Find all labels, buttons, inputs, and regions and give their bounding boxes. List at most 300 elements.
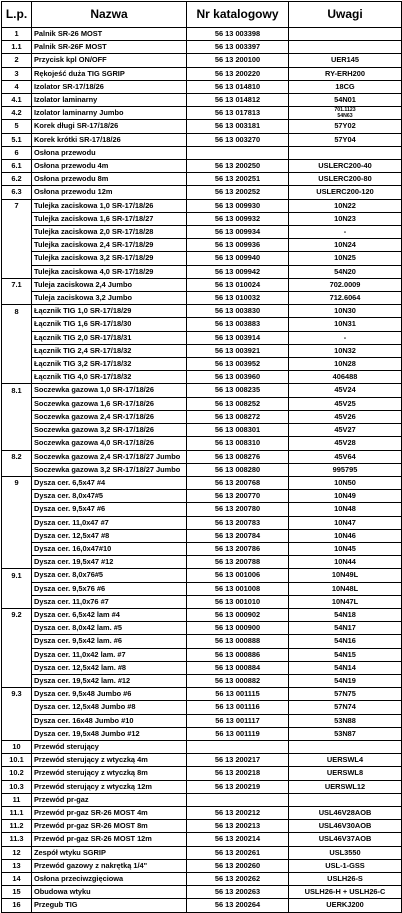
- row-notes: 10N46: [289, 529, 402, 542]
- row-notes: 10N30: [289, 305, 402, 318]
- row-notes: 57N74: [289, 701, 402, 714]
- table-row: [2, 450, 402, 463]
- row-name: Obudowa wtyku: [32, 886, 187, 899]
- row-notes: 10N31: [289, 318, 402, 331]
- header-lp: L.p.: [2, 2, 32, 28]
- row-catalog-number: 56 13 014810: [187, 80, 289, 93]
- row-name: Izolator SR-17/18/26: [32, 80, 187, 93]
- table-row: [2, 688, 402, 701]
- row-catalog-number: 56 13 014812: [187, 94, 289, 107]
- row-lp: 2: [2, 54, 32, 67]
- row-lp: 10.1: [2, 754, 32, 767]
- row-catalog-number: 56 13 200770: [187, 490, 289, 503]
- table-row: [2, 503, 402, 516]
- row-catalog-number: 56 13 001010: [187, 595, 289, 608]
- row-catalog-number: 56 13 009936: [187, 239, 289, 252]
- row-lp: 9: [2, 476, 32, 489]
- row-catalog-number: 56 13 200220: [187, 67, 289, 80]
- row-name: Osłona przewodu 8m: [32, 173, 187, 186]
- row-notes: 10N49: [289, 490, 402, 503]
- table-row: [2, 292, 402, 305]
- row-catalog-number: 56 13 200786: [187, 542, 289, 555]
- table-row: [2, 740, 402, 753]
- row-catalog-number: 56 13 017813: [187, 107, 289, 120]
- row-notes: 54N15: [289, 648, 402, 661]
- row-name: Tuleja zaciskowa 3,2 Jumbo: [32, 292, 187, 305]
- row-catalog-number: 56 13 008272: [187, 410, 289, 423]
- row-lp: [2, 371, 32, 384]
- row-lp: [2, 648, 32, 661]
- row-lp: 5: [2, 120, 32, 133]
- row-catalog-number: 56 13 001116: [187, 701, 289, 714]
- row-notes: 54N01: [289, 94, 402, 107]
- row-lp: 6.2: [2, 173, 32, 186]
- table-row: [2, 595, 402, 608]
- row-notes: UERSWL8: [289, 767, 402, 780]
- row-catalog-number: 56 13 200213: [187, 820, 289, 833]
- row-notes: 57Y02: [289, 120, 402, 133]
- table-row: [2, 463, 402, 476]
- row-notes: 54N14: [289, 661, 402, 674]
- row-name: Przewód sterujący z wtyczką 8m: [32, 767, 187, 780]
- row-lp: 11.2: [2, 820, 32, 833]
- row-notes: USLH26-S: [289, 873, 402, 886]
- row-catalog-number: 56 13 200251: [187, 173, 289, 186]
- table-row: [2, 371, 402, 384]
- row-notes: -: [289, 331, 402, 344]
- table-row: [2, 186, 402, 199]
- row-notes: 702.0009: [289, 278, 402, 291]
- row-lp: 11.1: [2, 806, 32, 819]
- row-catalog-number: [187, 740, 289, 753]
- row-notes: 10N45: [289, 542, 402, 555]
- row-catalog-number: 56 13 003181: [187, 120, 289, 133]
- row-name: Przewód pr-gaz SR-26 MOST 8m: [32, 820, 187, 833]
- row-catalog-number: 56 13 009934: [187, 226, 289, 239]
- row-notes: USL46V28AOB: [289, 806, 402, 819]
- row-notes: 10N50: [289, 476, 402, 489]
- row-catalog-number: 56 13 200788: [187, 556, 289, 569]
- table-row: [2, 318, 402, 331]
- table-row: [2, 542, 402, 555]
- row-name: Tulejka zaciskowa 3,2 SR-17/18/29: [32, 252, 187, 265]
- table-row: [2, 305, 402, 318]
- row-name: Tulejka zaciskowa 1,6 SR-17/18/27: [32, 212, 187, 225]
- row-catalog-number: 56 13 001006: [187, 569, 289, 582]
- row-notes: [289, 740, 402, 753]
- row-catalog-number: 56 13 000888: [187, 635, 289, 648]
- row-catalog-number: 56 13 200768: [187, 476, 289, 489]
- row-notes: USL3550: [289, 846, 402, 859]
- row-catalog-number: 56 13 200218: [187, 767, 289, 780]
- table-row: [2, 331, 402, 344]
- row-name: Dysza cer. 11,0x76 #7: [32, 595, 187, 608]
- row-catalog-number: 56 13 001119: [187, 727, 289, 740]
- table-row: [2, 674, 402, 687]
- row-notes: 57Y04: [289, 133, 402, 146]
- row-lp: [2, 622, 32, 635]
- table-row: [2, 358, 402, 371]
- row-name: Osłona przewodu 4m: [32, 160, 187, 173]
- row-notes: USL-1-GSS: [289, 859, 402, 872]
- row-lp: 3: [2, 67, 32, 80]
- table-row: [2, 120, 402, 133]
- row-catalog-number: 56 13 003952: [187, 358, 289, 371]
- row-notes: 10N28: [289, 358, 402, 371]
- row-lp: [2, 397, 32, 410]
- row-lp: [2, 265, 32, 278]
- table-row: [2, 199, 402, 212]
- row-lp: 11.3: [2, 833, 32, 846]
- row-lp: 6.1: [2, 160, 32, 173]
- row-catalog-number: 56 13 009930: [187, 199, 289, 212]
- row-notes: 54N18: [289, 608, 402, 621]
- row-name: Tulejka zaciskowa 1,0 SR-17/18/26: [32, 199, 187, 212]
- row-name: Przewód sterujący z wtyczką 4m: [32, 754, 187, 767]
- row-notes: 10N32: [289, 344, 402, 357]
- table-row: [2, 265, 402, 278]
- row-catalog-number: 56 13 008252: [187, 397, 289, 410]
- table-row: [2, 67, 402, 80]
- row-catalog-number: 56 13 200260: [187, 859, 289, 872]
- row-lp: 13: [2, 859, 32, 872]
- row-name: Przewód pr-gaz: [32, 793, 187, 806]
- row-name: Zespół wtyku SGRIP: [32, 846, 187, 859]
- row-catalog-number: 56 13 200252: [187, 186, 289, 199]
- row-notes: RY-ERH200: [289, 67, 402, 80]
- row-notes: 54N20: [289, 265, 402, 278]
- row-catalog-number: 56 13 010024: [187, 278, 289, 291]
- table-row: [2, 833, 402, 846]
- row-catalog-number: 56 13 000902: [187, 608, 289, 621]
- row-lp: 9.3: [2, 688, 32, 701]
- row-name: Dysza cer. 12,5x42 lam. #8: [32, 661, 187, 674]
- row-notes: UERSWL4: [289, 754, 402, 767]
- row-catalog-number: 56 13 008310: [187, 437, 289, 450]
- row-lp: [2, 292, 32, 305]
- row-lp: 10: [2, 740, 32, 753]
- row-name: Dysza cer. 19,5x42 lam. #12: [32, 674, 187, 687]
- row-name: Łącznik TIG 1,0 SR-17/18/29: [32, 305, 187, 318]
- row-catalog-number: 56 13 008235: [187, 384, 289, 397]
- row-catalog-number: 56 13 200784: [187, 529, 289, 542]
- row-notes: 10N48L: [289, 582, 402, 595]
- row-name: Przycisk kpl ON/OFF: [32, 54, 187, 67]
- table-row: [2, 582, 402, 595]
- row-name: Dysza cer. 12,5x48 Jumbo #8: [32, 701, 187, 714]
- row-catalog-number: 56 13 003960: [187, 371, 289, 384]
- table-row: [2, 727, 402, 740]
- row-notes: 712.6064: [289, 292, 402, 305]
- row-lp: [2, 358, 32, 371]
- table-row: [2, 701, 402, 714]
- row-catalog-number: 56 13 000886: [187, 648, 289, 661]
- row-name: Dysza cer. 6,5x47 #4: [32, 476, 187, 489]
- row-lp: [2, 582, 32, 595]
- table-row: [2, 886, 402, 899]
- row-lp: [2, 635, 32, 648]
- table-row: [2, 54, 402, 67]
- row-name: Palnik SR-26F MOST: [32, 41, 187, 54]
- row-notes: 54N17: [289, 622, 402, 635]
- table-row: [2, 397, 402, 410]
- row-name: Dysza cer. 11,0x42 lam. #7: [32, 648, 187, 661]
- row-catalog-number: 56 13 200780: [187, 503, 289, 516]
- table-row: [2, 239, 402, 252]
- row-lp: 9.1: [2, 569, 32, 582]
- table-body: [2, 28, 402, 913]
- row-lp: 6.3: [2, 186, 32, 199]
- row-notes-line: 54N63: [337, 113, 353, 120]
- row-name: Łącznik TIG 1,6 SR-17/18/30: [32, 318, 187, 331]
- row-catalog-number: 56 13 200261: [187, 846, 289, 859]
- row-notes: 10N22: [289, 199, 402, 212]
- table-row: [2, 622, 402, 635]
- table-row: [2, 252, 402, 265]
- row-name: Soczewka gazowa 3,2 SR-17/18/27 Jumbo: [32, 463, 187, 476]
- row-name: Rękojeść duża TIG SGRIP: [32, 67, 187, 80]
- table-header: [2, 2, 402, 28]
- table-row: [2, 569, 402, 582]
- row-notes: 10N23: [289, 212, 402, 225]
- row-lp: 6: [2, 146, 32, 159]
- row-name: Dysza cer. 8,0x76#5: [32, 569, 187, 582]
- row-lp: [2, 542, 32, 555]
- row-lp: [2, 344, 32, 357]
- table-row: [2, 648, 402, 661]
- row-catalog-number: 56 13 200250: [187, 160, 289, 173]
- row-name: Tulejka zaciskowa 4,0 SR-17/18/29: [32, 265, 187, 278]
- row-name: Tulejka zaciskowa 2,0 SR-17/18/28: [32, 226, 187, 239]
- table-row: [2, 608, 402, 621]
- row-name: Osłona przeciwzgięciowa: [32, 873, 187, 886]
- row-name: Przewód pr-gaz SR-26 MOST 4m: [32, 806, 187, 819]
- row-catalog-number: 56 13 003883: [187, 318, 289, 331]
- row-name: Osłona przewodu 12m: [32, 186, 187, 199]
- table-row: [2, 529, 402, 542]
- row-lp: 12: [2, 846, 32, 859]
- row-notes: [289, 107, 402, 120]
- row-notes: 10N44: [289, 556, 402, 569]
- row-notes: 54N16: [289, 635, 402, 648]
- table-row: [2, 278, 402, 291]
- row-name: Soczewka gazowa 1,6 SR-17/18/26: [32, 397, 187, 410]
- row-name: Dysza cer. 9,5x42 lam. #6: [32, 635, 187, 648]
- row-lp: [2, 424, 32, 437]
- row-notes: 10N25: [289, 252, 402, 265]
- row-lp: [2, 556, 32, 569]
- header-notes: Uwagi: [289, 2, 402, 28]
- row-notes: [289, 146, 402, 159]
- row-name: Łącznik TIG 4,0 SR-17/18/32: [32, 371, 187, 384]
- row-lp: [2, 410, 32, 423]
- row-name: Soczewka gazowa 2,4 SR-17/18/26: [32, 410, 187, 423]
- row-lp: [2, 252, 32, 265]
- row-catalog-number: 56 13 003397: [187, 41, 289, 54]
- row-notes: [289, 793, 402, 806]
- header-catalog-number: Nr katalogowy: [187, 2, 289, 28]
- row-catalog-number: 56 13 000882: [187, 674, 289, 687]
- row-catalog-number: 56 13 200262: [187, 873, 289, 886]
- table-row: [2, 846, 402, 859]
- row-lp: [2, 727, 32, 740]
- row-catalog-number: [187, 146, 289, 159]
- row-name: Dysza cer. 16,0x47#10: [32, 542, 187, 555]
- row-catalog-number: 56 13 200219: [187, 780, 289, 793]
- row-notes: USL46V37AOB: [289, 833, 402, 846]
- table-row: [2, 780, 402, 793]
- row-name: Dysza cer. 16x48 Jumbo #10: [32, 714, 187, 727]
- row-lp: 5.1: [2, 133, 32, 146]
- row-catalog-number: 56 13 008301: [187, 424, 289, 437]
- row-catalog-number: 56 13 003914: [187, 331, 289, 344]
- table-row: [2, 28, 402, 41]
- row-catalog-number: 56 13 000884: [187, 661, 289, 674]
- table-row: [2, 146, 402, 159]
- row-notes: 45V26: [289, 410, 402, 423]
- row-name: Palnik SR-26 MOST: [32, 28, 187, 41]
- row-lp: [2, 239, 32, 252]
- row-notes: -: [289, 226, 402, 239]
- row-catalog-number: 56 13 010032: [187, 292, 289, 305]
- row-notes: UERKJ200: [289, 899, 402, 912]
- row-notes: 18CG: [289, 80, 402, 93]
- table-row: [2, 714, 402, 727]
- table-row: [2, 859, 402, 872]
- row-lp: [2, 674, 32, 687]
- table-row: [2, 820, 402, 833]
- row-name: Łącznik TIG 2,4 SR-17/18/32: [32, 344, 187, 357]
- row-notes: USLERC200-120: [289, 186, 402, 199]
- row-notes: 995795: [289, 463, 402, 476]
- parts-table: [1, 1, 402, 913]
- row-name: Łącznik TIG 3,2 SR-17/18/32: [32, 358, 187, 371]
- row-name: Soczewka gazowa 4,0 SR-17/18/26: [32, 437, 187, 450]
- row-name: Dysza cer. 19,5x47 #12: [32, 556, 187, 569]
- row-lp: [2, 661, 32, 674]
- row-catalog-number: 56 13 200264: [187, 899, 289, 912]
- row-name: Przewód gazowy z nakrętką 1/4": [32, 859, 187, 872]
- row-lp: 14: [2, 873, 32, 886]
- row-catalog-number: 56 13 200212: [187, 806, 289, 819]
- row-lp: 7: [2, 199, 32, 212]
- row-notes: [289, 28, 402, 41]
- row-lp: 1: [2, 28, 32, 41]
- row-lp: 7.1: [2, 278, 32, 291]
- row-name: Korek krótki SR-17/18/26: [32, 133, 187, 146]
- row-lp: 9.2: [2, 608, 32, 621]
- row-name: Przegub TIG: [32, 899, 187, 912]
- row-lp: [2, 529, 32, 542]
- row-lp: [2, 516, 32, 529]
- table-row: [2, 437, 402, 450]
- row-lp: [2, 714, 32, 727]
- row-name: Dysza cer. 19,5x48 Jumbo #12: [32, 727, 187, 740]
- table-row: [2, 793, 402, 806]
- row-lp: [2, 463, 32, 476]
- row-notes: 10N24: [289, 239, 402, 252]
- table-row: [2, 767, 402, 780]
- row-notes: USLERC200-40: [289, 160, 402, 173]
- row-name: Dysza cer. 11,0x47 #7: [32, 516, 187, 529]
- row-name: Izolator laminarny: [32, 94, 187, 107]
- table-row: [2, 212, 402, 225]
- row-catalog-number: 56 13 008276: [187, 450, 289, 463]
- row-notes: [289, 41, 402, 54]
- row-name: Przewód sterujący: [32, 740, 187, 753]
- row-name: Przewód sterujący z wtyczką 12m: [32, 780, 187, 793]
- row-lp: 4: [2, 80, 32, 93]
- row-notes: 45V27: [289, 424, 402, 437]
- row-lp: [2, 212, 32, 225]
- row-catalog-number: 56 13 003921: [187, 344, 289, 357]
- row-notes: 45V64: [289, 450, 402, 463]
- row-notes: 10N48: [289, 503, 402, 516]
- row-notes: 45V25: [289, 397, 402, 410]
- row-name: Łącznik TIG 2,0 SR-17/18/31: [32, 331, 187, 344]
- row-name: Izolator laminarny Jumbo: [32, 107, 187, 120]
- row-name: Dysza cer. 9,5x48 Jumbo #6: [32, 688, 187, 701]
- row-lp: [2, 595, 32, 608]
- row-notes: 10N49L: [289, 569, 402, 582]
- table-row: [2, 107, 402, 120]
- table-row: [2, 754, 402, 767]
- row-notes: USLH26-H + USLH26-C: [289, 886, 402, 899]
- row-notes: 53N87: [289, 727, 402, 740]
- row-name: Korek długi SR-17/18/26: [32, 120, 187, 133]
- row-notes: 10N47: [289, 516, 402, 529]
- table-row: [2, 410, 402, 423]
- table-row: [2, 94, 402, 107]
- row-catalog-number: 56 13 003270: [187, 133, 289, 146]
- row-name: Tulejka zaciskowa 2,4 SR-17/18/29: [32, 239, 187, 252]
- row-catalog-number: 56 13 009940: [187, 252, 289, 265]
- table-row: [2, 556, 402, 569]
- row-notes: UER145: [289, 54, 402, 67]
- row-lp: [2, 331, 32, 344]
- row-name: Dysza cer. 9,5x47 #6: [32, 503, 187, 516]
- row-name: Osłona przewodu: [32, 146, 187, 159]
- table-row: [2, 635, 402, 648]
- row-lp: [2, 490, 32, 503]
- row-catalog-number: [187, 793, 289, 806]
- row-lp: [2, 701, 32, 714]
- row-catalog-number: 56 13 000900: [187, 622, 289, 635]
- row-lp: 10.2: [2, 767, 32, 780]
- row-catalog-number: 56 13 009932: [187, 212, 289, 225]
- row-catalog-number: 56 13 200783: [187, 516, 289, 529]
- row-lp: [2, 437, 32, 450]
- table-row: [2, 80, 402, 93]
- row-notes: 10N47L: [289, 595, 402, 608]
- row-lp: 15: [2, 886, 32, 899]
- row-lp: [2, 226, 32, 239]
- row-lp: 16: [2, 899, 32, 912]
- row-notes: 57N75: [289, 688, 402, 701]
- table-row: [2, 173, 402, 186]
- row-name: Dysza cer. 12,5x47 #8: [32, 529, 187, 542]
- table-row: [2, 160, 402, 173]
- row-lp: [2, 318, 32, 331]
- row-notes: USLERC200-80: [289, 173, 402, 186]
- row-notes: UERSWL12: [289, 780, 402, 793]
- table-row: [2, 899, 402, 912]
- table-row: [2, 661, 402, 674]
- row-lp: 10.3: [2, 780, 32, 793]
- row-lp: [2, 503, 32, 516]
- row-catalog-number: 56 13 001115: [187, 688, 289, 701]
- row-catalog-number: 56 13 200100: [187, 54, 289, 67]
